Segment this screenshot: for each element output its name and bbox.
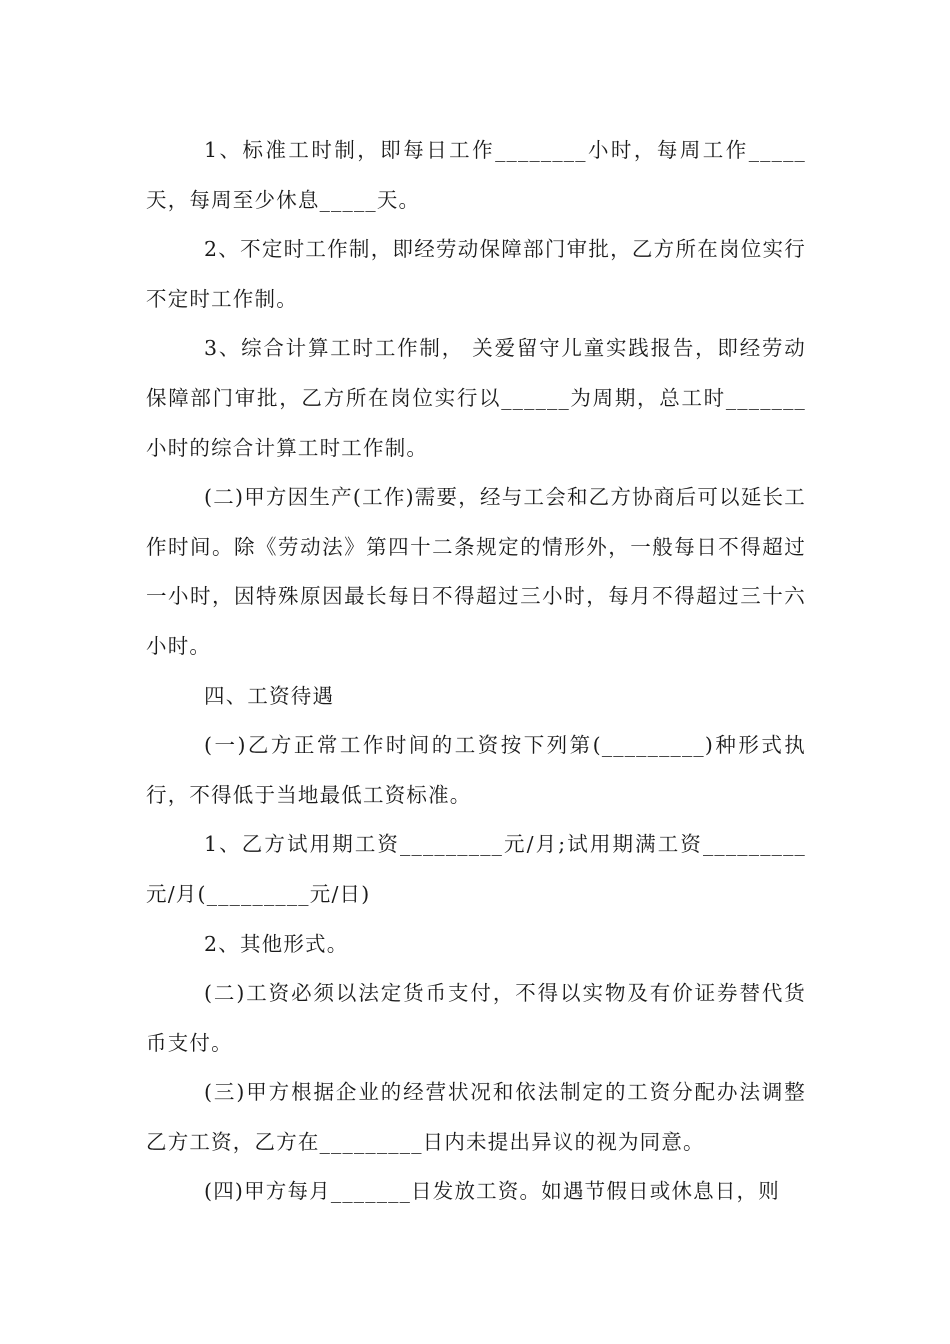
paragraph-standard-hours: 1、标准工时制，即每日工作________小时，每周工作_____天，每周至少休息_____天。 xyxy=(146,138,806,212)
paragraph-payday: (四)甲方每月_______日发放工资。如遇节假日或休息日，则 xyxy=(204,1179,780,1204)
paragraph-wage-form: (一)乙方正常工作时间的工资按下列第(_________)种形式执行，不得低于当地最低工资标准。 xyxy=(146,733,806,807)
paragraph-comprehensive-hours: 3、综合计算工时工作制， 关爱留守儿童实践报告，即经劳动保障部门审批，乙方所在岗位实行以______为周期，总工时_______小时的综合计算工时工作制。 xyxy=(146,336,806,460)
paragraph-overtime: (二)甲方因生产(工作)需要，经与工会和乙方协商后可以延长工作时间。除《劳动法》第四十二条规定的情形外，一般每日不得超过一小时，因特殊原因最长每日不得超过三小时，每月不得超过三十六小时。 xyxy=(146,485,806,658)
section-heading-wages: 四、工资待遇 xyxy=(204,683,335,708)
paragraph-wage-adjustment: (三)甲方根据企业的经营状况和依法制定的工资分配办法调整乙方工资，乙方在_________日内未提出异议的视为同意。 xyxy=(146,1080,806,1154)
paragraph-legal-tender: (二)工资必须以法定货币支付，不得以实物及有价证券替代货币支付。 xyxy=(146,981,806,1055)
document-page xyxy=(146,126,806,1217)
paragraph-probation-wage: 1、乙方试用期工资_________元/月;试用期满工资_________元/月(_________元/日) xyxy=(146,832,806,906)
paragraph-other-forms: 2、其他形式。 xyxy=(204,931,349,956)
paragraph-flexible-hours: 2、不定时工作制，即经劳动保障部门审批，乙方所在岗位实行不定时工作制。 xyxy=(146,237,806,311)
